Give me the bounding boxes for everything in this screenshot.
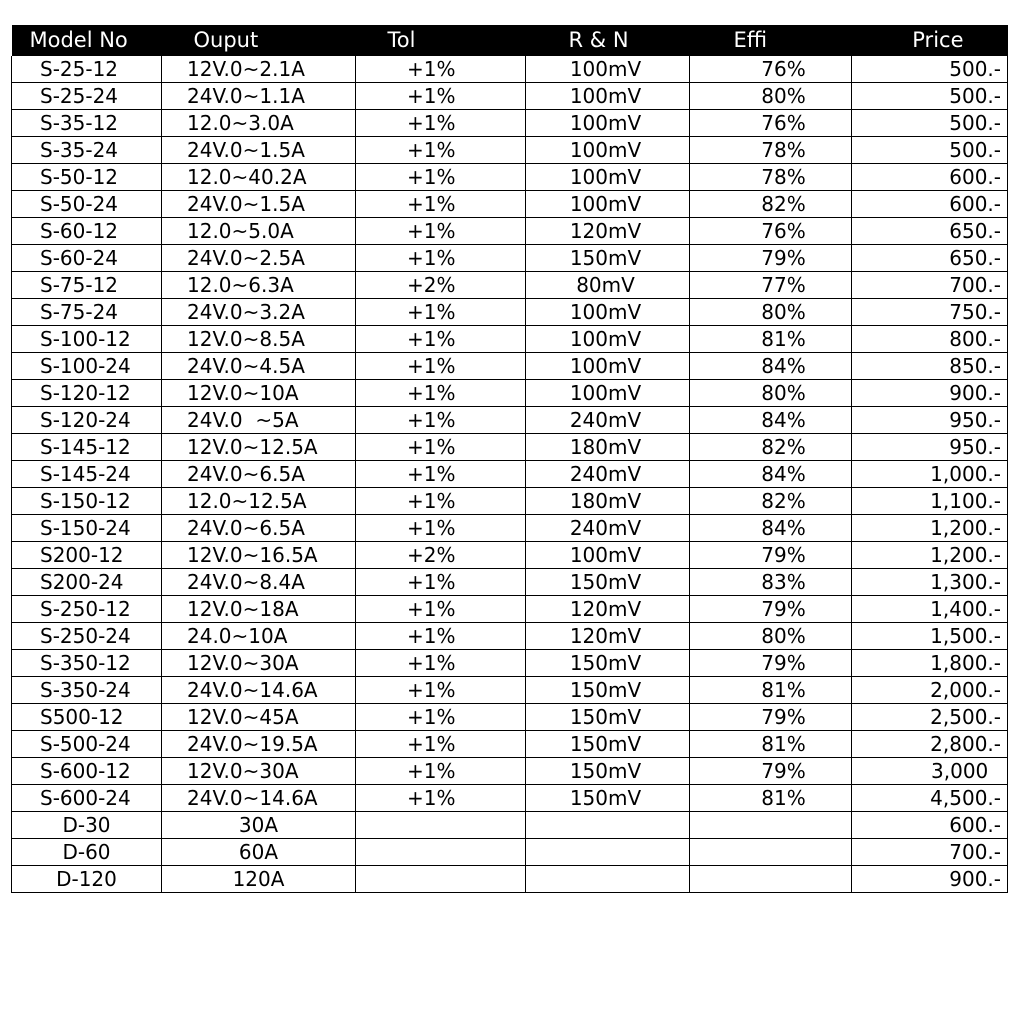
cell-model-no: S500-12 — [12, 704, 162, 731]
table-row — [12, 677, 1008, 704]
cell-ripple-noise: 180mV — [526, 488, 690, 515]
cell-output: 24V.0~2.5A — [162, 245, 356, 272]
cell-efficiency — [690, 839, 852, 866]
cell-price: 500.- — [852, 56, 1008, 83]
cell-output: 12V.0~10A — [162, 380, 356, 407]
cell-tolerance: +1% — [356, 56, 526, 83]
cell-model-no: D-30 — [12, 812, 162, 839]
cell-tolerance: +2% — [356, 272, 526, 299]
table-row — [12, 353, 1008, 380]
cell-price: 500.- — [852, 83, 1008, 110]
cell-efficiency: 79% — [690, 758, 852, 785]
cell-output: 12.0~3.0A — [162, 110, 356, 137]
table-row — [12, 56, 1008, 83]
cell-ripple-noise: 150mV — [526, 704, 690, 731]
table-row — [12, 137, 1008, 164]
cell-ripple-noise: 100mV — [526, 299, 690, 326]
table-row — [12, 245, 1008, 272]
table-row — [12, 758, 1008, 785]
cell-ripple-noise: 240mV — [526, 461, 690, 488]
cell-tolerance: +1% — [356, 326, 526, 353]
table-row — [12, 326, 1008, 353]
cell-model-no: S-150-12 — [12, 488, 162, 515]
cell-tolerance: +1% — [356, 137, 526, 164]
cell-efficiency: 84% — [690, 515, 852, 542]
cell-tolerance: +1% — [356, 353, 526, 380]
cell-efficiency: 82% — [690, 488, 852, 515]
cell-efficiency: 79% — [690, 542, 852, 569]
cell-ripple-noise: 100mV — [526, 326, 690, 353]
table-row — [12, 407, 1008, 434]
cell-tolerance: +1% — [356, 704, 526, 731]
cell-model-no: S-100-24 — [12, 353, 162, 380]
cell-output: 12.0~6.3A — [162, 272, 356, 299]
cell-model-no: S-75-24 — [12, 299, 162, 326]
header-row — [12, 25, 1008, 56]
cell-price: 1,200.- — [852, 542, 1008, 569]
cell-model-no: S-50-24 — [12, 191, 162, 218]
cell-efficiency: 79% — [690, 650, 852, 677]
cell-efficiency: 84% — [690, 353, 852, 380]
cell-price: 900.- — [852, 380, 1008, 407]
cell-tolerance: +1% — [356, 299, 526, 326]
cell-output: 60A — [162, 839, 356, 866]
cell-output: 24V.0~1.5A — [162, 191, 356, 218]
cell-output: 24V.0~14.6A — [162, 785, 356, 812]
cell-tolerance: +1% — [356, 110, 526, 137]
cell-ripple-noise: 100mV — [526, 164, 690, 191]
cell-model-no: S-150-24 — [12, 515, 162, 542]
cell-ripple-noise: 150mV — [526, 569, 690, 596]
cell-tolerance: +1% — [356, 461, 526, 488]
table-row — [12, 434, 1008, 461]
cell-output: 120A — [162, 866, 356, 893]
cell-tolerance — [356, 866, 526, 893]
cell-output: 24V.0~6.5A — [162, 461, 356, 488]
cell-price: 1,400.- — [852, 596, 1008, 623]
cell-ripple-noise: 150mV — [526, 677, 690, 704]
cell-model-no: S200-24 — [12, 569, 162, 596]
cell-model-no: S-25-12 — [12, 56, 162, 83]
cell-tolerance: +1% — [356, 380, 526, 407]
table-row — [12, 461, 1008, 488]
cell-efficiency: 81% — [690, 326, 852, 353]
cell-model-no: S-350-12 — [12, 650, 162, 677]
cell-model-no: S-600-12 — [12, 758, 162, 785]
cell-efficiency: 80% — [690, 83, 852, 110]
cell-output: 12.0~12.5A — [162, 488, 356, 515]
cell-price: 900.- — [852, 866, 1008, 893]
table-row — [12, 731, 1008, 758]
price-table — [11, 25, 1008, 893]
cell-efficiency: 80% — [690, 623, 852, 650]
cell-efficiency — [690, 866, 852, 893]
cell-efficiency: 78% — [690, 164, 852, 191]
cell-price: 1,100.- — [852, 488, 1008, 515]
table-row — [12, 569, 1008, 596]
table-row — [12, 488, 1008, 515]
cell-price: 750.- — [852, 299, 1008, 326]
cell-model-no: S-250-24 — [12, 623, 162, 650]
cell-ripple-noise: 240mV — [526, 515, 690, 542]
cell-model-no: S-50-12 — [12, 164, 162, 191]
cell-tolerance: +1% — [356, 407, 526, 434]
cell-efficiency: 81% — [690, 785, 852, 812]
cell-output: 30A — [162, 812, 356, 839]
cell-tolerance: +1% — [356, 515, 526, 542]
cell-ripple-noise — [526, 839, 690, 866]
cell-ripple-noise: 240mV — [526, 407, 690, 434]
cell-ripple-noise: 180mV — [526, 434, 690, 461]
cell-model-no: S-600-24 — [12, 785, 162, 812]
cell-tolerance: +2% — [356, 542, 526, 569]
cell-tolerance: +1% — [356, 623, 526, 650]
table-row — [12, 164, 1008, 191]
cell-efficiency — [690, 812, 852, 839]
cell-tolerance: +1% — [356, 731, 526, 758]
table-row — [12, 704, 1008, 731]
cell-model-no: S-75-12 — [12, 272, 162, 299]
table-row — [12, 83, 1008, 110]
table-row — [12, 650, 1008, 677]
cell-output: 12V.0~8.5A — [162, 326, 356, 353]
cell-tolerance: +1% — [356, 758, 526, 785]
cell-price: 950.- — [852, 407, 1008, 434]
cell-efficiency: 84% — [690, 461, 852, 488]
cell-efficiency: 79% — [690, 704, 852, 731]
cell-ripple-noise: 150mV — [526, 785, 690, 812]
cell-price: 2,500.- — [852, 704, 1008, 731]
cell-ripple-noise: 150mV — [526, 731, 690, 758]
table-row — [12, 785, 1008, 812]
cell-output: 24V.0~14.6A — [162, 677, 356, 704]
header-output: Ouput — [162, 25, 356, 56]
cell-price: 1,300.- — [852, 569, 1008, 596]
cell-model-no: S-145-24 — [12, 461, 162, 488]
cell-output: 24V.0~8.4A — [162, 569, 356, 596]
cell-ripple-noise: 100mV — [526, 542, 690, 569]
cell-ripple-noise: 100mV — [526, 56, 690, 83]
cell-ripple-noise: 100mV — [526, 110, 690, 137]
header-efficiency: Effi — [690, 25, 852, 56]
cell-tolerance: +1% — [356, 596, 526, 623]
cell-ripple-noise: 150mV — [526, 758, 690, 785]
cell-price: 950.- — [852, 434, 1008, 461]
cell-model-no: S-350-24 — [12, 677, 162, 704]
cell-output: 12V.0~12.5A — [162, 434, 356, 461]
cell-ripple-noise: 120mV — [526, 218, 690, 245]
cell-price: 850.- — [852, 353, 1008, 380]
header-model-no: Model No — [12, 25, 162, 56]
cell-model-no: D-60 — [12, 839, 162, 866]
cell-price: 650.- — [852, 218, 1008, 245]
cell-ripple-noise: 100mV — [526, 83, 690, 110]
cell-output: 12V.0~16.5A — [162, 542, 356, 569]
cell-output: 12V.0~45A — [162, 704, 356, 731]
cell-tolerance: +1% — [356, 218, 526, 245]
table-row — [12, 812, 1008, 839]
cell-model-no: S-120-24 — [12, 407, 162, 434]
cell-efficiency: 77% — [690, 272, 852, 299]
cell-price: 700.- — [852, 272, 1008, 299]
cell-output: 12V.0~2.1A — [162, 56, 356, 83]
cell-price: 600.- — [852, 164, 1008, 191]
table-row — [12, 596, 1008, 623]
cell-efficiency: 80% — [690, 299, 852, 326]
cell-efficiency: 84% — [690, 407, 852, 434]
cell-tolerance: +1% — [356, 488, 526, 515]
cell-tolerance — [356, 812, 526, 839]
cell-price: 2,000.- — [852, 677, 1008, 704]
cell-price: 600.- — [852, 191, 1008, 218]
cell-tolerance: +1% — [356, 650, 526, 677]
cell-price: 650.- — [852, 245, 1008, 272]
cell-efficiency: 83% — [690, 569, 852, 596]
price-list-sheet — [11, 25, 1007, 893]
table-row — [12, 299, 1008, 326]
cell-ripple-noise: 100mV — [526, 353, 690, 380]
cell-efficiency: 76% — [690, 56, 852, 83]
cell-tolerance — [356, 839, 526, 866]
cell-price: 1,200.- — [852, 515, 1008, 542]
cell-price: 500.- — [852, 137, 1008, 164]
cell-tolerance: +1% — [356, 191, 526, 218]
cell-tolerance: +1% — [356, 785, 526, 812]
table-body — [12, 56, 1008, 893]
cell-price: 4,500.- — [852, 785, 1008, 812]
cell-efficiency: 82% — [690, 434, 852, 461]
table-row — [12, 272, 1008, 299]
cell-model-no: S-145-12 — [12, 434, 162, 461]
table-row — [12, 218, 1008, 245]
cell-output: 24V.0~1.5A — [162, 137, 356, 164]
cell-ripple-noise: 120mV — [526, 623, 690, 650]
table-row — [12, 839, 1008, 866]
cell-ripple-noise: 80mV — [526, 272, 690, 299]
cell-model-no: S-60-24 — [12, 245, 162, 272]
cell-ripple-noise: 100mV — [526, 191, 690, 218]
cell-output: 24V.0~6.5A — [162, 515, 356, 542]
cell-price: 3,000 — [852, 758, 1008, 785]
cell-output: 24.0~10A — [162, 623, 356, 650]
cell-ripple-noise — [526, 866, 690, 893]
cell-tolerance: +1% — [356, 83, 526, 110]
cell-efficiency: 76% — [690, 110, 852, 137]
cell-model-no: D-120 — [12, 866, 162, 893]
cell-model-no: S-35-12 — [12, 110, 162, 137]
table-row — [12, 866, 1008, 893]
cell-output: 12V.0~30A — [162, 650, 356, 677]
cell-output: 12V.0~30A — [162, 758, 356, 785]
cell-efficiency: 79% — [690, 596, 852, 623]
cell-efficiency: 81% — [690, 677, 852, 704]
cell-output: 12.0~40.2A — [162, 164, 356, 191]
header-tolerance: Tol — [356, 25, 526, 56]
cell-efficiency: 76% — [690, 218, 852, 245]
cell-tolerance: +1% — [356, 164, 526, 191]
cell-tolerance: +1% — [356, 245, 526, 272]
cell-output: 24V.0~3.2A — [162, 299, 356, 326]
cell-price: 1,800.- — [852, 650, 1008, 677]
cell-model-no: S200-12 — [12, 542, 162, 569]
cell-model-no: S-100-12 — [12, 326, 162, 353]
cell-output: 24V.0~4.5A — [162, 353, 356, 380]
cell-efficiency: 79% — [690, 245, 852, 272]
cell-output: 24V.0 ~5A — [162, 407, 356, 434]
cell-tolerance: +1% — [356, 434, 526, 461]
cell-output: 12.0~5.0A — [162, 218, 356, 245]
cell-model-no: S-120-12 — [12, 380, 162, 407]
table-row — [12, 191, 1008, 218]
cell-efficiency: 80% — [690, 380, 852, 407]
cell-model-no: S-250-12 — [12, 596, 162, 623]
cell-tolerance: +1% — [356, 569, 526, 596]
table-row — [12, 380, 1008, 407]
cell-ripple-noise: 100mV — [526, 380, 690, 407]
header-price: Price — [852, 25, 1008, 56]
cell-output: 12V.0~18A — [162, 596, 356, 623]
cell-efficiency: 81% — [690, 731, 852, 758]
cell-ripple-noise: 150mV — [526, 245, 690, 272]
cell-model-no: S-500-24 — [12, 731, 162, 758]
cell-price: 1,000.- — [852, 461, 1008, 488]
cell-price: 800.- — [852, 326, 1008, 353]
cell-output: 24V.0~19.5A — [162, 731, 356, 758]
cell-model-no: S-35-24 — [12, 137, 162, 164]
table-header — [12, 25, 1008, 56]
table-row — [12, 515, 1008, 542]
cell-ripple-noise: 100mV — [526, 137, 690, 164]
cell-price: 600.- — [852, 812, 1008, 839]
cell-tolerance: +1% — [356, 677, 526, 704]
header-ripple-noise: R & N — [526, 25, 690, 56]
cell-ripple-noise — [526, 812, 690, 839]
cell-ripple-noise: 150mV — [526, 650, 690, 677]
cell-efficiency: 82% — [690, 191, 852, 218]
table-row — [12, 110, 1008, 137]
cell-efficiency: 78% — [690, 137, 852, 164]
table-row — [12, 623, 1008, 650]
table-row — [12, 542, 1008, 569]
cell-price: 700.- — [852, 839, 1008, 866]
cell-model-no: S-60-12 — [12, 218, 162, 245]
cell-price: 2,800.- — [852, 731, 1008, 758]
cell-model-no: S-25-24 — [12, 83, 162, 110]
cell-output: 24V.0~1.1A — [162, 83, 356, 110]
cell-price: 1,500.- — [852, 623, 1008, 650]
cell-ripple-noise: 120mV — [526, 596, 690, 623]
cell-price: 500.- — [852, 110, 1008, 137]
